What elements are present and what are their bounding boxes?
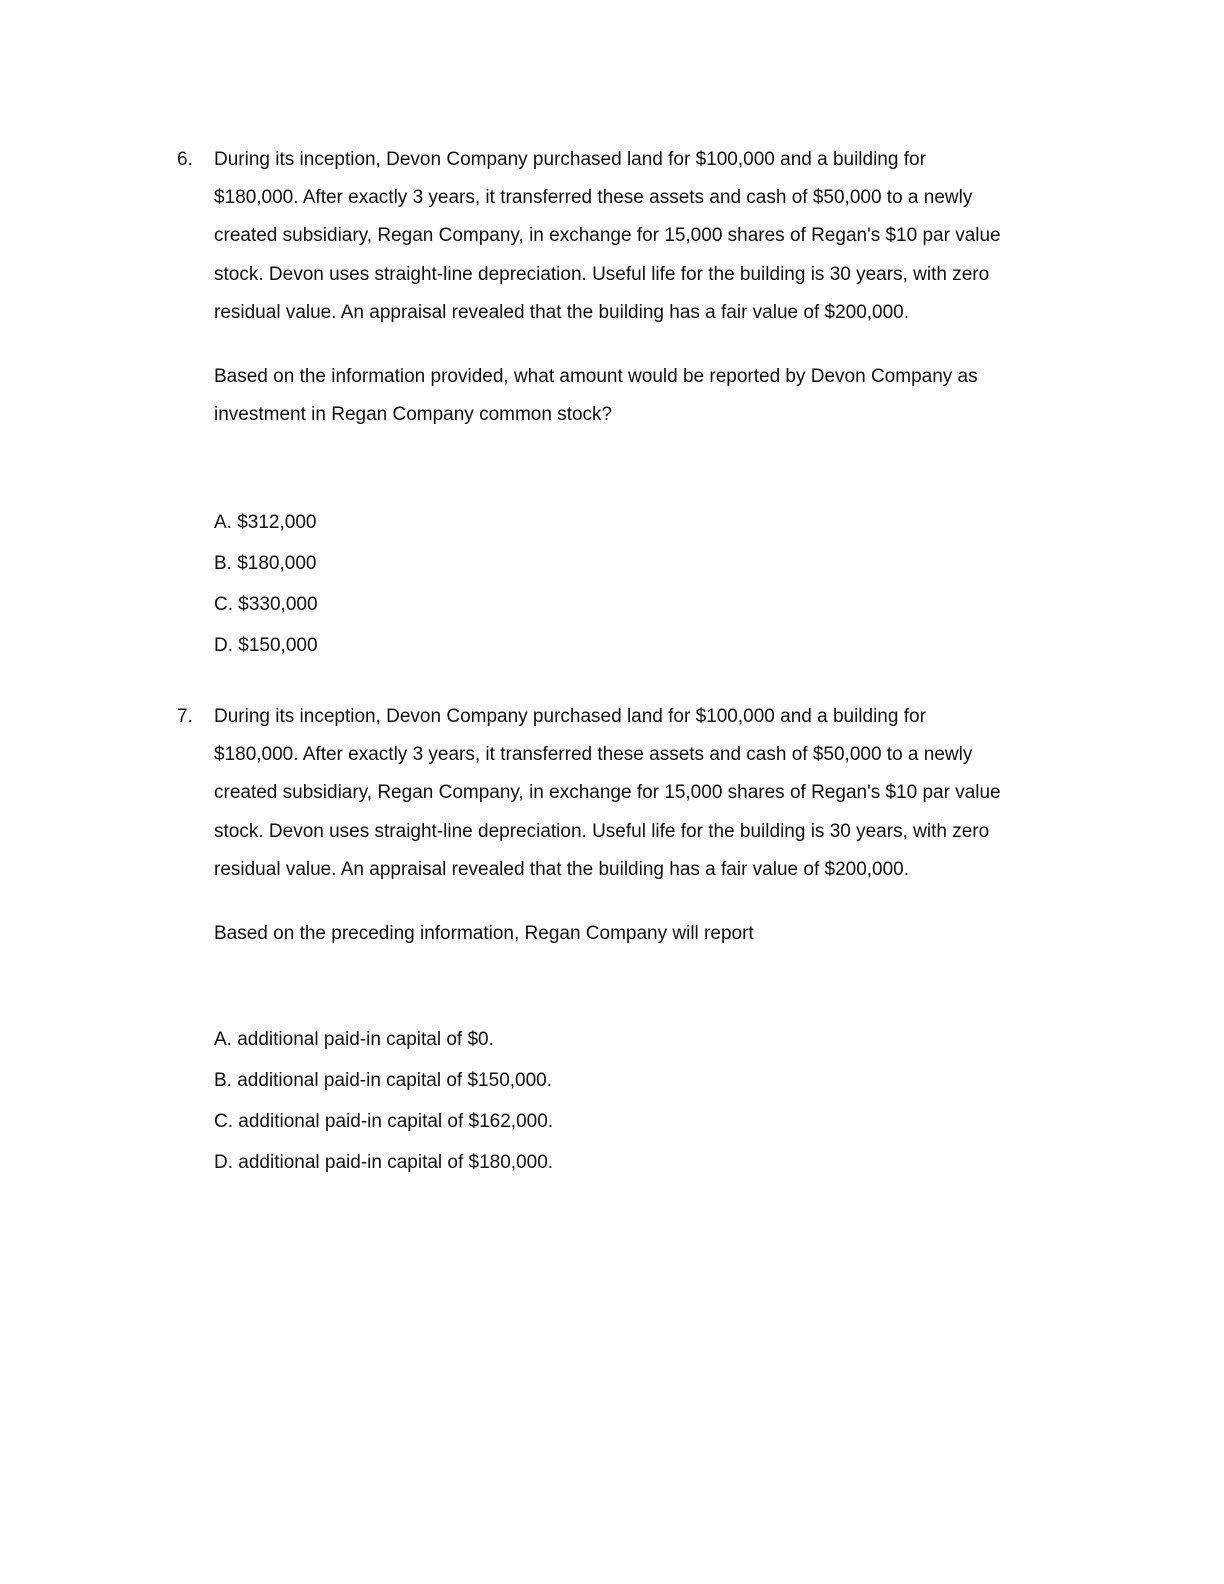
question-prompt bbox=[214, 915, 1074, 953]
stem-line: created subsidiary, Regan Company, in exchange for 15,000 shares of Regan's $10 par value bbox=[214, 782, 1001, 804]
stem-line: created subsidiary, Regan Company, in exchange for 15,000 shares of Regan's $10 par value bbox=[214, 225, 1001, 247]
question-body bbox=[214, 698, 1074, 1183]
answer-option-c: C. $330,000 bbox=[214, 594, 318, 616]
stem-line: residual value. An appraisal revealed that the building has a fair value of $200,000. bbox=[214, 301, 910, 323]
stem-line: residual value. An appraisal revealed that the building has a fair value of $200,000. bbox=[214, 858, 910, 880]
stem-line: stock. Devon uses straight-line depreciation. Useful life for the building is 30 years, with zero bbox=[214, 263, 990, 285]
answer-option-a: A. $312,000 bbox=[214, 512, 317, 534]
stem-line: stock. Devon uses straight-line depreciation. Useful life for the building is 30 years, with zero bbox=[214, 820, 990, 842]
question-number: 6. bbox=[177, 149, 193, 170]
prompt-line: Based on the information provided, what amount would be reported by Devon Company as bbox=[214, 366, 978, 388]
answer-option-d: D. additional paid-in capital of $180,000. bbox=[214, 1152, 554, 1174]
stem-line: During its inception, Devon Company purchased land for $100,000 and a building for bbox=[214, 706, 926, 727]
answer-options bbox=[214, 502, 1074, 666]
question-body bbox=[214, 141, 1074, 666]
answer-option-d: D. $150,000 bbox=[214, 635, 318, 657]
stem-line: $180,000. After exactly 3 years, it transferred these assets and cash of $50,000 to a newly bbox=[214, 187, 973, 209]
question-prompt bbox=[214, 358, 1074, 434]
stem-line: During its inception, Devon Company purchased land for $100,000 and a building for bbox=[214, 149, 926, 170]
answer-options bbox=[214, 1019, 1074, 1183]
stem-line: $180,000. After exactly 3 years, it transferred these assets and cash of $50,000 to a newly bbox=[214, 744, 973, 766]
answer-option-b: B. additional paid-in capital of $150,000. bbox=[214, 1070, 553, 1092]
question-stem bbox=[214, 698, 1074, 889]
answer-option-b: B. $180,000 bbox=[214, 553, 317, 575]
answer-option-c: C. additional paid-in capital of $162,000. bbox=[214, 1111, 554, 1133]
question-number: 7. bbox=[177, 706, 193, 727]
question-stem bbox=[214, 141, 1074, 332]
prompt-line: Based on the preceding information, Regan Company will report bbox=[214, 923, 754, 945]
answer-option-a: A. additional paid-in capital of $0. bbox=[214, 1029, 494, 1051]
prompt-line: investment in Regan Company common stock? bbox=[214, 404, 613, 426]
